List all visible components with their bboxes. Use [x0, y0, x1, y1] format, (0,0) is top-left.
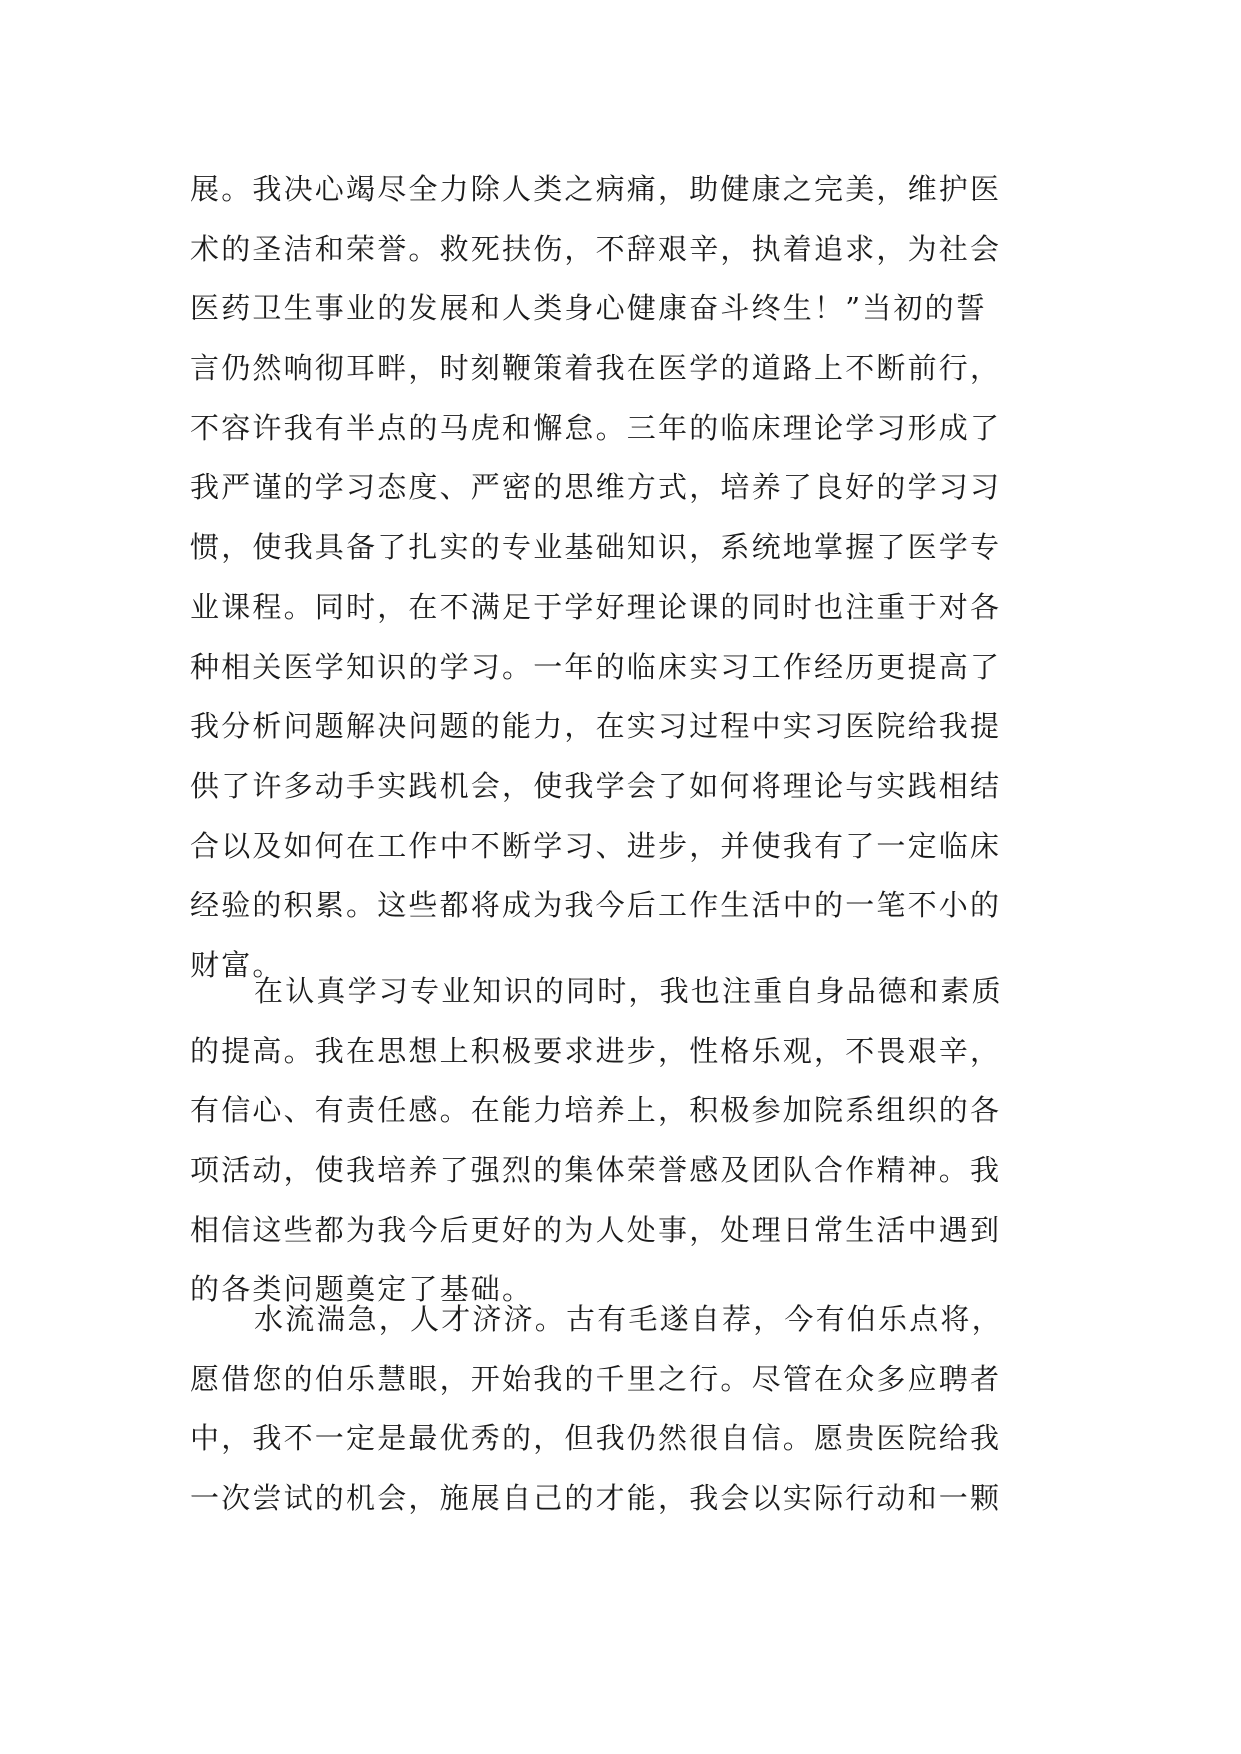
text-line: 业课程。同时，在不满足于学好理论课的同时也注重于对各 [190, 589, 1002, 624]
paragraph-oath-and-study [190, 160, 1062, 996]
text-line: 有信心、有责任感。在能力培养上，积极参加院系组织的各 [190, 1093, 1002, 1128]
text-line: 我分析问题解决问题的能力，在实习过程中实习医院给我提 [190, 709, 1002, 744]
text-line: 惯，使我具备了扎实的专业基础知识，系统地掌握了医学专 [190, 530, 1002, 565]
text-line: 的提高。我在思想上积极要求进步，性格乐观，不畏艰辛， [190, 1033, 1002, 1068]
text-line-first: 水流湍急，人才济济。古有毛遂自荐，今有伯乐点将， [254, 1302, 1003, 1336]
text-line: 言仍然响彻耳畔，时刻鞭策着我在医学的道路上不断前行， [190, 351, 1002, 386]
text-line: 财富。 [190, 947, 284, 982]
text-line: 种相关医学知识的学习。一年的临床实习工作经历更提高了 [190, 649, 1002, 684]
text-line: 的各类问题奠定了基础。 [190, 1272, 534, 1307]
text-line: 供了许多动手实践机会，使我学会了如何将理论与实践相结 [190, 768, 1002, 803]
text-line: 一次尝试的机会，施展自己的才能，我会以实际行动和一颗 [190, 1481, 1002, 1516]
text-line: 中，我不一定是最优秀的，但我仍然很自信。愿贵医院给我 [190, 1421, 1002, 1456]
paragraph-character-and-quality [190, 962, 1062, 1320]
text-line: 合以及如何在工作中不断学习、进步，并使我有了一定临床 [190, 828, 1002, 863]
text-line: 项活动，使我培养了强烈的集体荣誉感及团队合作精神。我 [190, 1153, 1002, 1188]
text-line: 医药卫生事业的发展和人类身心健康奋斗终生！”当初的誓 [190, 291, 988, 326]
text-line: 经验的积累。这些都将成为我今后工作生活中的一笔不小的 [190, 888, 1002, 923]
text-line: 不容许我有半点的马虎和懈怠。三年的临床理论学习形成了 [190, 410, 1002, 445]
text-line-first: 在认真学习专业知识的同时，我也注重自身品德和素质 [254, 974, 1003, 1008]
paragraph-self-recommendation [190, 1290, 1062, 1529]
text-line: 我严谨的学习态度、严密的思维方式，培养了良好的学习习 [190, 470, 1002, 505]
text-line: 展。我决心竭尽全力除人类之病痛，助健康之完美，维护医 [190, 172, 1002, 206]
text-line: 愿借您的伯乐慧眼，开始我的千里之行。尽管在众多应聘者 [190, 1361, 1002, 1396]
text-line: 术的圣洁和荣誉。救死扶伤，不辞艰辛，执着追求，为社会 [190, 231, 1002, 266]
text-line: 相信这些都为我今后更好的为人处事，处理日常生活中遇到 [190, 1212, 1002, 1247]
